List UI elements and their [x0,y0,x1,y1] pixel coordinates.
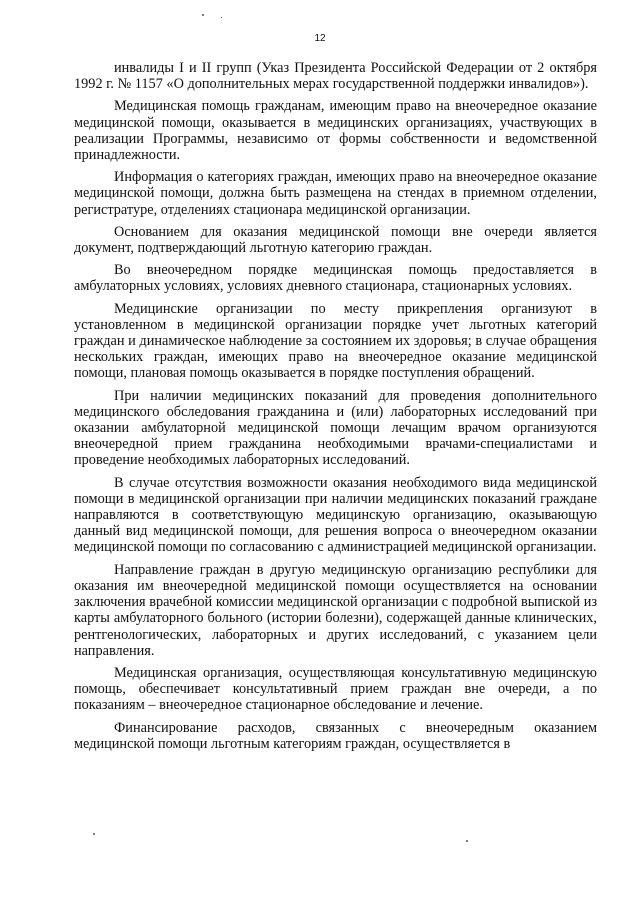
paragraph-10: Медицинская организация, осуществляющая консультативную медицинскую помощь, обеспечивает консультативный прием граждан вне очереди, а по показаниям – внеочередное стационарное обследование и лечение. [74,664,597,714]
page-number: 12 [314,33,326,44]
paragraph-2: Медицинская помощь гражданам, имеющим право на внеочередное оказание медицинской помощи, оказывается в медицинских организациях, участвующих в реализации Программы, независимо от формы собственности и ведомственной принадлежности. [74,98,597,164]
document-body [74,60,597,758]
scan-speck [202,14,204,16]
paragraph-8: В случае отсутствия возможности оказания необходимого вида медицинской помощи в медицинской организации при наличии медицинских показаний граждане направляются в соответствующую медицинскую организацию, оказывающую данный вид медицинской помощи, для решения вопроса о внеочередном оказании медицинской помощи по согласованию с администрацией медицинской организации. [74,474,597,556]
paragraph-7: При наличии медицинских показаний для проведения дополнительного медицинского обследования гражданина и (или) лабораторных исследований при оказании амбулаторной медицинской помощи лечащим врачом организуются внеочередной прием гражданина необходимыми врачами-специалистами и проведение необходимых лабораторных исследований. [74,387,597,469]
paragraph-6: Медицинские организации по месту прикрепления организуют в установленном в медицинской организации порядке учет льготных категорий граждан и динамическое наблюдение за состоянием их здоровья; в случае обращения нескольких граждан, имеющих право на внеочередное оказание медицинской помощи, плановая помощь оказывается в порядке поступления обращений. [74,300,597,382]
paragraph-11: Финансирование расходов, связанных с внеочередным оказанием медицинской помощи льготным категориям граждан, осуществляется в [74,719,597,752]
scan-speck [221,17,222,18]
paragraph-4: Основанием для оказания медицинской помощи вне очереди является документ, подтверждающий льготную категорию граждан. [74,223,597,257]
paragraph-1: инвалиды I и II групп (Указ Президента Российской Федерации от 2 октября 1992 г. № 1157 «О дополнительных мерах государственной поддержки инвалидов»). [74,60,597,93]
paragraph-9: Направление граждан в другую медицинскую организацию республики для оказания им внеочередной медицинской помощи осуществляется на основании заключения врачебной комиссии медицинской организации с подробной выпиской из карты амбулаторного больного (истории болезни), содержащей данные клинических, рентгенологических, лабораторных и других исследований, с указанием цели направления. [74,561,597,659]
paragraph-3: Информация о категориях граждан, имеющих право на внеочередное оказание медицинской помощи, должна быть размещена на стендах в приемном отделении, регистратуре, отделениях стационара медицинской организации. [74,169,597,218]
scan-speck [93,833,95,835]
paragraph-5: Во внеочередном порядке медицинская помощь предоставляется в амбулаторных условиях, условиях дневного стационара, стационарных условиях. [74,262,597,295]
scan-speck [466,840,468,842]
